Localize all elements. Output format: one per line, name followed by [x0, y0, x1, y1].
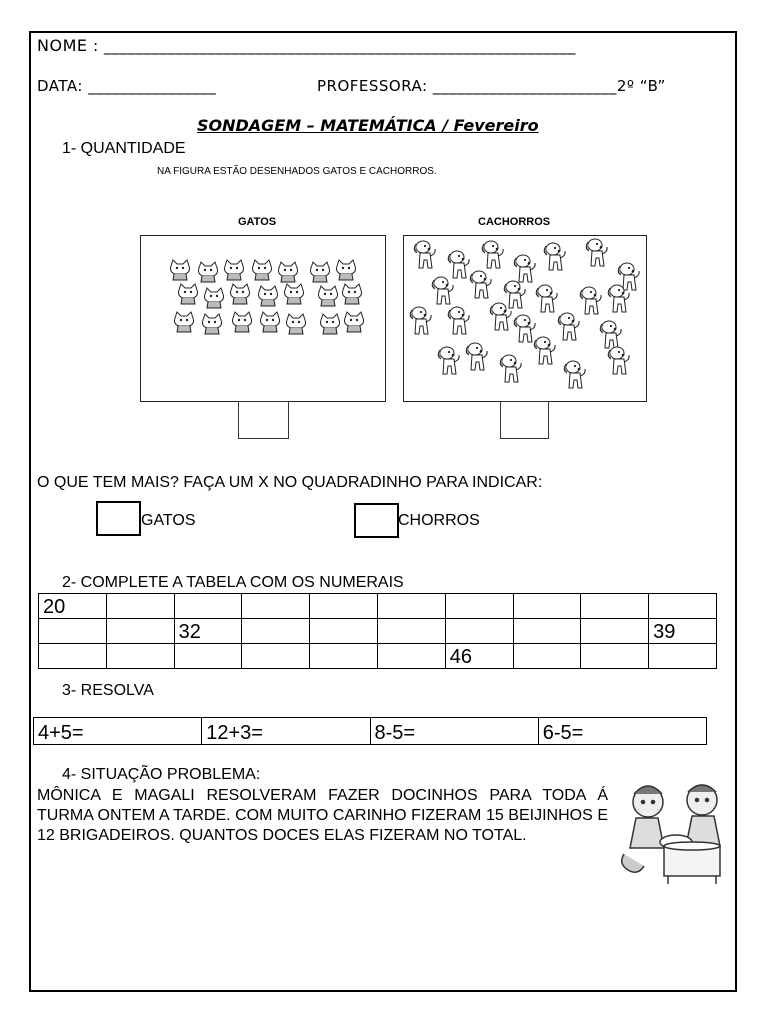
q1-heading: 1- QUANTIDADE	[62, 140, 186, 157]
dog-icon	[438, 347, 459, 374]
expression-text: 8-5=	[374, 722, 416, 744]
professora-label: PROFESSORA:	[317, 77, 428, 95]
professora-row	[317, 77, 666, 95]
dog-icon	[558, 313, 579, 340]
numeral-cell[interactable]	[377, 619, 445, 644]
cat-icon	[285, 284, 304, 304]
cat-icon	[253, 260, 272, 280]
numeral-cell[interactable]	[39, 644, 107, 669]
dogs-checkbox[interactable]	[354, 503, 399, 538]
class-label: 2º “B”	[616, 77, 666, 95]
numeral-cell[interactable]	[174, 644, 242, 669]
cat-icon	[203, 314, 222, 334]
expression-text: 6-5=	[542, 722, 584, 744]
data-label: DATA:	[37, 77, 83, 95]
dog-icon	[536, 285, 557, 312]
dogs-figure	[403, 235, 647, 402]
numeral-cell[interactable]	[377, 594, 445, 619]
cat-icon	[171, 260, 190, 280]
cat-icon	[311, 262, 330, 282]
q4-heading: 4- SITUAÇÃO PROBLEMA:	[62, 766, 261, 783]
cat-icon	[225, 260, 244, 280]
numeral-cell[interactable]	[106, 594, 174, 619]
cat-icon	[279, 262, 298, 282]
numeral-table	[38, 593, 717, 669]
numeral-cell[interactable]	[581, 644, 649, 669]
expressions-table	[33, 717, 707, 745]
dog-icon	[586, 239, 607, 266]
dog-icon	[466, 343, 487, 370]
dog-icon	[514, 255, 535, 282]
cat-icon	[205, 288, 224, 308]
dog-icon	[564, 361, 585, 388]
numeral-cell[interactable]	[39, 619, 107, 644]
expression-cell[interactable]	[370, 718, 538, 745]
dog-icon	[448, 251, 469, 278]
numeral-cell[interactable]	[310, 619, 378, 644]
expression-cell[interactable]	[538, 718, 706, 745]
numeral-cell[interactable]	[174, 594, 242, 619]
numeral-cell[interactable]	[581, 594, 649, 619]
dog-icon	[448, 307, 469, 334]
cat-icon	[175, 312, 194, 332]
numeral-cell[interactable]	[513, 594, 581, 619]
numeral-cell[interactable]	[445, 619, 513, 644]
expression-text: 4+5=	[38, 722, 84, 744]
numeral-cell: 46	[445, 644, 513, 669]
cat-icon	[231, 284, 250, 304]
cat-icon	[233, 312, 252, 332]
numeral-cell[interactable]	[310, 644, 378, 669]
data-row	[37, 77, 216, 95]
dog-icon	[580, 287, 601, 314]
cat-icon	[287, 314, 306, 334]
cats-count-box[interactable]	[238, 401, 289, 439]
dog-icon	[608, 347, 629, 374]
dog-icon	[482, 241, 503, 268]
cat-icon	[179, 284, 198, 304]
nome-row	[37, 36, 576, 55]
professora-field[interactable]: _______________________	[432, 77, 617, 95]
table-row	[39, 644, 717, 669]
dog-icon	[414, 241, 435, 268]
dog-icon	[504, 281, 525, 308]
cats-caption: GATOS	[238, 216, 277, 228]
cat-icon	[345, 312, 364, 332]
expression-text: 12+3=	[206, 722, 263, 744]
monica-magali-illustration	[618, 780, 736, 890]
nome-field[interactable]: : ___________________________________________________________	[93, 37, 576, 55]
numeral-cell[interactable]	[106, 619, 174, 644]
cat-icon	[199, 262, 218, 282]
cats-illustration	[141, 236, 384, 400]
dog-icon	[514, 315, 535, 342]
dog-icon	[534, 337, 555, 364]
cat-icon	[259, 286, 278, 306]
q1-question: O QUE TEM MAIS? FAÇA UM X NO QUADRADINHO PARA INDICAR:	[37, 474, 543, 491]
page-title: SONDAGEM – MATEMÁTICA / Fevereiro	[197, 116, 539, 135]
dog-icon	[470, 271, 491, 298]
q3-heading: 3- RESOLVA	[62, 682, 154, 699]
dog-icon	[544, 243, 565, 270]
table-row	[39, 594, 717, 619]
numeral-cell[interactable]	[649, 594, 717, 619]
numeral-cell[interactable]	[242, 619, 310, 644]
cats-checkbox[interactable]	[96, 501, 141, 536]
dogs-caption: CACHORROS	[478, 216, 551, 228]
numeral-cell[interactable]	[513, 619, 581, 644]
numeral-cell[interactable]	[581, 619, 649, 644]
cats-figure	[140, 235, 386, 402]
expression-cell[interactable]	[34, 718, 202, 745]
numeral-cell: 32	[174, 619, 242, 644]
q4-problem-text: MÔNICA E MAGALI RESOLVERAM FAZER DOCINHOS PARA TODA Á TURMA ONTEM A TARDE. COM MUITO CARINHO FIZERAM 15 BEIJINHOS E 12 BRIGADEIROS. QUANTOS DOCES ELAS FIZERAM NO TOTAL.	[37, 787, 608, 844]
dog-icon	[600, 321, 621, 348]
cat-icon	[343, 284, 362, 304]
q1-instruction: NA FIGURA ESTÃO DESENHADOS GATOS E CACHORROS.	[157, 166, 437, 177]
numeral-cell[interactable]	[310, 594, 378, 619]
numeral-cell[interactable]	[445, 594, 513, 619]
numeral-cell[interactable]	[377, 644, 445, 669]
dogs-option-label: CHORROS	[398, 512, 480, 529]
cats-option-label: GATOS	[141, 512, 196, 529]
cat-icon	[261, 312, 280, 332]
cat-icon	[337, 260, 356, 280]
cat-icon	[321, 314, 340, 334]
numeral-cell: 39	[649, 619, 717, 644]
numeral-cell[interactable]	[106, 644, 174, 669]
table-row	[39, 619, 717, 644]
dog-icon	[432, 277, 453, 304]
data-field[interactable]: ________________	[88, 77, 217, 95]
cat-icon	[319, 286, 338, 306]
numeral-cell: 20	[39, 594, 107, 619]
numeral-cell[interactable]	[649, 644, 717, 669]
nome-label: NOME	[37, 36, 88, 55]
dogs-count-box[interactable]	[500, 401, 549, 439]
q2-heading: 2- COMPLETE A TABELA COM OS NUMERAIS	[62, 574, 404, 591]
dogs-illustration	[404, 236, 645, 400]
dog-icon	[490, 303, 511, 330]
expression-cell[interactable]	[202, 718, 370, 745]
dog-icon	[500, 355, 521, 382]
numeral-cell[interactable]	[513, 644, 581, 669]
numeral-cell[interactable]	[242, 594, 310, 619]
numeral-cell[interactable]	[242, 644, 310, 669]
dog-icon	[410, 307, 431, 334]
